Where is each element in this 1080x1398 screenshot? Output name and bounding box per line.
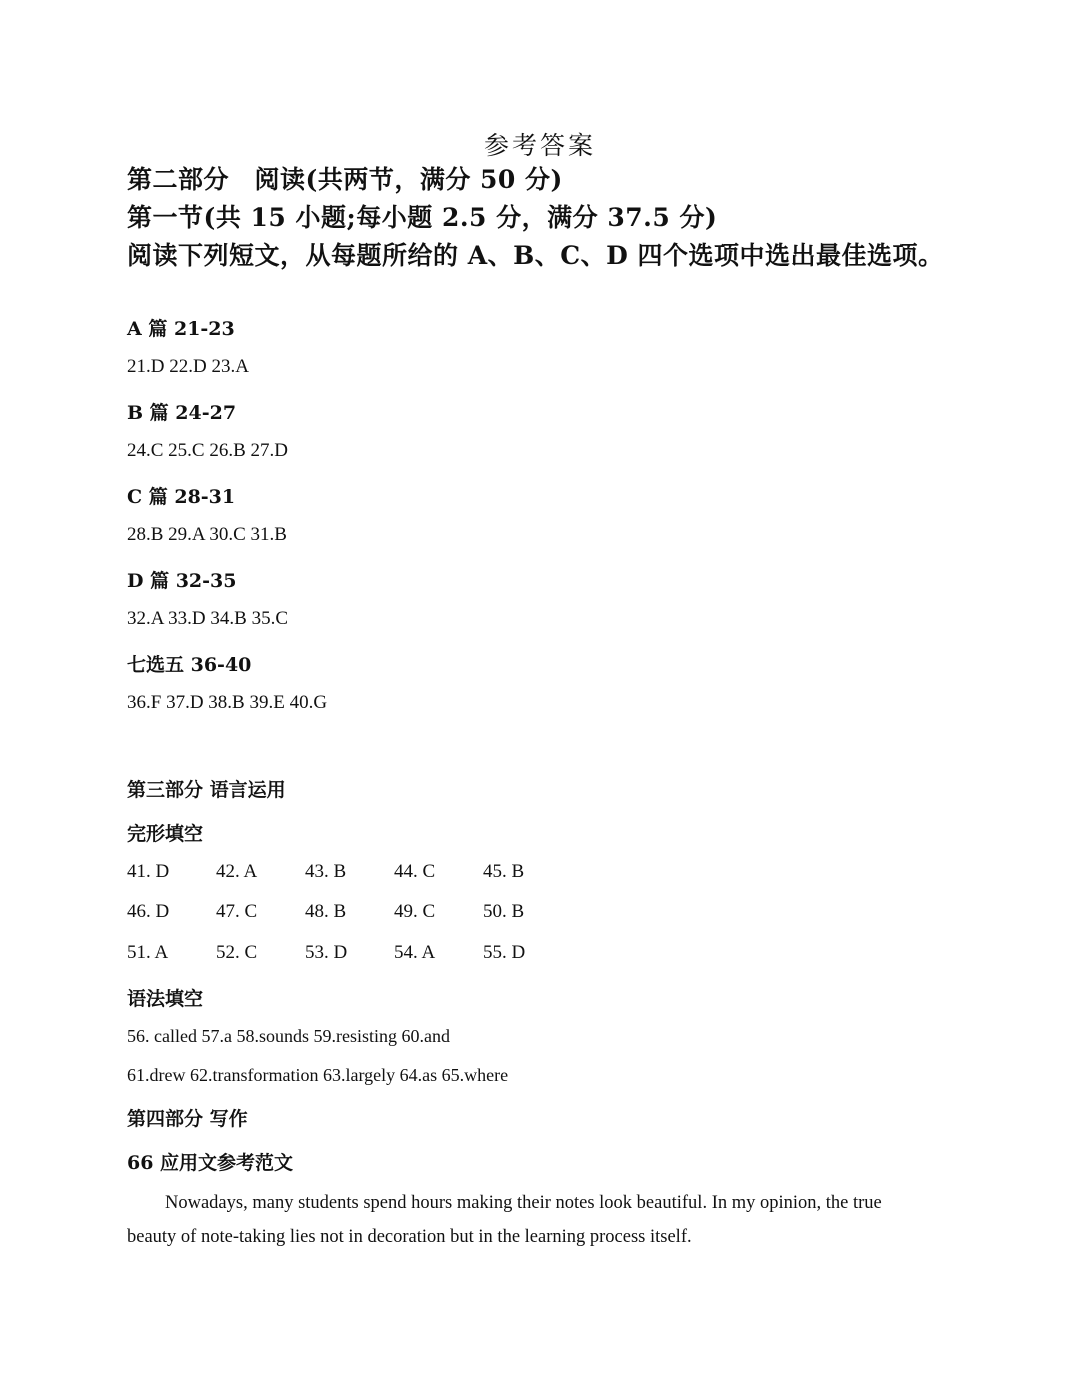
cloze-row	[127, 901, 572, 923]
cloze-heading: 完形填空	[127, 823, 204, 845]
passage-c-label: C 篇 28-31	[127, 486, 236, 508]
passage-b-label: B 篇 24-27	[127, 402, 237, 424]
cloze-answer: 45. B	[483, 861, 525, 882]
cloze-answer: 52. C	[216, 942, 258, 963]
part3-heading: 第三部分 语言运用	[127, 779, 286, 801]
seven-choose-five-answers: 36.F 37.D 38.B 39.E 40.G	[127, 692, 328, 713]
reading-instruction: 阅读下列短文，从每题所给的 A、B、C、D 四个选项中选出最佳选项。	[127, 241, 944, 270]
grammar-heading: 语法填空	[127, 988, 204, 1010]
cloze-answer: 53. D	[305, 942, 348, 963]
cloze-row	[127, 942, 572, 964]
seven-choose-five-label: 七选五 36-40	[127, 654, 252, 676]
page-title: 参考答案	[483, 131, 596, 160]
passage-a-label: A 篇 21-23	[127, 318, 235, 340]
cloze-answer: 42. A	[216, 861, 258, 882]
cloze-answer: 44. C	[394, 861, 436, 882]
passage-b-answers: 24.C 25.C 26.B 27.D	[127, 440, 288, 461]
sample-essay: Nowadays, many students spend hours making their notes look beautiful. In my opinion, the true beauty of note-taking lies not in decoration but in the learning process itself.	[127, 1193, 882, 1247]
cloze-answer: 46. D	[127, 901, 170, 922]
passage-d-label: D 篇 32-35	[127, 570, 237, 592]
passage-c-answers: 28.B 29.A 30.C 31.B	[127, 524, 287, 545]
cloze-row	[127, 861, 572, 883]
part2-heading: 第二部分 阅读(共两节，满分 50 分)	[127, 165, 563, 194]
cloze-answer: 48. B	[305, 901, 347, 922]
q66-heading: 66 应用文参考范文	[127, 1152, 294, 1174]
cloze-answer: 54. A	[394, 942, 436, 963]
cloze-answer: 51. A	[127, 942, 169, 963]
cloze-answer: 43. B	[305, 861, 347, 882]
cloze-answer: 55. D	[483, 942, 526, 963]
part4-heading: 第四部分 写作	[127, 1108, 248, 1130]
cloze-answer: 50. B	[483, 901, 525, 922]
cloze-answer: 49. C	[394, 901, 436, 922]
cloze-answer: 41. D	[127, 861, 170, 882]
passage-a-answers: 21.D 22.D 23.A	[127, 356, 249, 377]
section1-heading: 第一节(共 15 小题;每小题 2.5 分，满分 37.5 分)	[127, 203, 718, 232]
grammar-answers-line: 56. called 57.a 58.sounds 59.resisting 60.and	[127, 1026, 450, 1046]
cloze-answer: 47. C	[216, 901, 258, 922]
passage-d-answers: 32.A 33.D 34.B 35.C	[127, 608, 288, 629]
grammar-answers-line: 61.drew 62.transformation 63.largely 64.as 65.where	[127, 1065, 509, 1085]
